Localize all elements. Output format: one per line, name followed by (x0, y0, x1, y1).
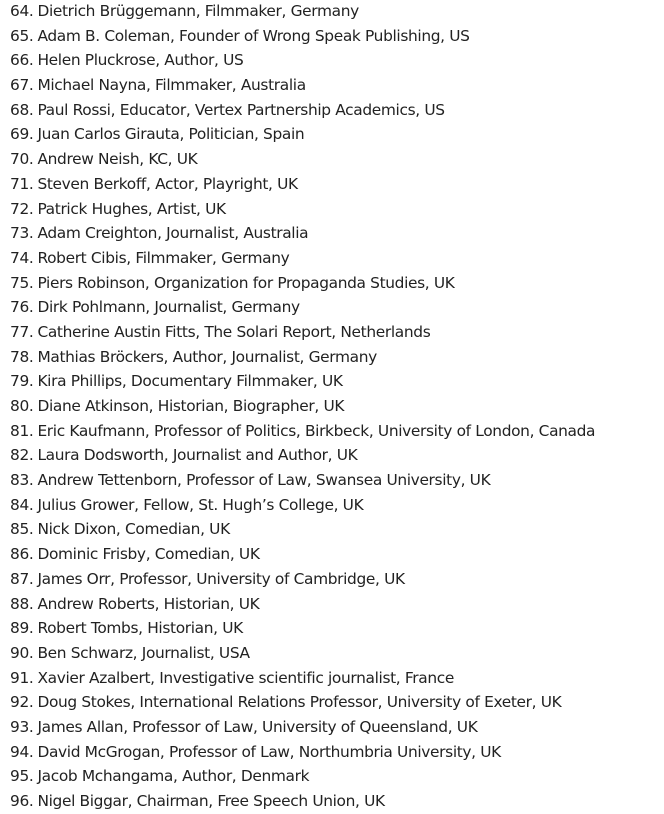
list-item-text: Dietrich Brüggemann, Filmmaker, Germany (37, 2, 359, 20)
list-item (10, 592, 664, 617)
list-item (10, 122, 664, 147)
list-item-number: 92. (10, 693, 34, 712)
list-item-number: 95. (10, 767, 34, 786)
list-item (10, 271, 664, 296)
list-item-number: 85. (10, 520, 34, 539)
list-item-number: 73. (10, 224, 34, 243)
list-item-number: 71. (10, 174, 34, 193)
list-item-text: Dirk Pohlmann, Journalist, Germany (37, 298, 300, 317)
list-item (10, 197, 664, 222)
list-item-text: Mathias Bröckers, Author, Journalist, Germany (37, 347, 377, 366)
list-item (10, 221, 664, 246)
list-item (10, 789, 664, 814)
list-item-text: Patrick Hughes, Artist, UK (37, 199, 226, 218)
list-item-text: Andrew Tettenborn, Professor of Law, Swansea University, UK (37, 471, 491, 490)
list-item (10, 345, 664, 370)
list-item-number: 64. (10, 2, 34, 20)
list-item-text: Eric Kaufmann, Professor of Politics, Birkbeck, University of London, Canada (37, 421, 596, 440)
list-item-text: Ben Schwarz, Journalist, USA (37, 643, 250, 662)
signatory-list (10, 0, 664, 814)
list-item-number: 69. (10, 125, 34, 144)
list-item (10, 542, 664, 567)
list-item (10, 641, 664, 666)
list-item (10, 493, 664, 518)
list-item-number: 93. (10, 717, 34, 736)
list-item-text: James Allan, Professor of Law, University of Queensland, UK (37, 717, 478, 736)
list-item-number: 91. (10, 668, 34, 687)
list-item-text: Adam B. Coleman, Founder of Wrong Speak Publishing, US (37, 26, 470, 45)
list-item (10, 172, 664, 197)
list-item-text: Jacob Mchangama, Author, Denmark (37, 767, 310, 786)
list-item (10, 419, 664, 444)
list-item (10, 517, 664, 542)
list-item (10, 73, 664, 98)
list-item-text: Michael Nayna, Filmmaker, Australia (37, 76, 306, 95)
list-item-text: Catherine Austin Fitts, The Solari Report, Netherlands (37, 322, 431, 341)
list-item-number: 96. (10, 792, 34, 810)
list-item-text: Laura Dodsworth, Journalist and Author, UK (37, 446, 358, 465)
list-item (10, 48, 664, 73)
list-item-text: Helen Pluckrose, Author, US (37, 51, 244, 70)
list-item (10, 764, 664, 789)
list-item-text: Juan Carlos Girauta, Politician, Spain (37, 125, 305, 144)
list-item-text: Andrew Roberts, Historian, UK (37, 594, 260, 613)
list-item-number: 94. (10, 742, 34, 761)
list-item-number: 67. (10, 76, 34, 95)
list-item (10, 147, 664, 172)
list-item (10, 443, 664, 468)
list-item-text: Adam Creighton, Journalist, Australia (37, 224, 309, 243)
list-item-text: Doug Stokes, International Relations Professor, University of Exeter, UK (37, 693, 562, 712)
list-item-number: 68. (10, 100, 34, 119)
list-item-text: Nick Dixon, Comedian, UK (37, 520, 230, 539)
list-item-number: 89. (10, 619, 34, 638)
list-item-text: Robert Cibis, Filmmaker, Germany (37, 248, 290, 267)
list-item-text: Dominic Frisby, Comedian, UK (37, 545, 260, 564)
list-item-number: 88. (10, 594, 34, 613)
list-item-number: 79. (10, 372, 34, 391)
list-item (10, 98, 664, 123)
list-item-text: Diane Atkinson, Historian, Biographer, UK (37, 397, 345, 415)
list-item (10, 0, 664, 24)
list-item-number: 65. (10, 26, 34, 45)
list-item (10, 715, 664, 740)
list-item-number: 76. (10, 298, 34, 317)
list-item-number: 82. (10, 446, 34, 465)
list-item-text: Julius Grower, Fellow, St. Hugh’s College, UK (37, 495, 364, 514)
list-item-number: 78. (10, 347, 34, 366)
list-item-number: 81. (10, 421, 34, 440)
list-item-text: Robert Tombs, Historian, UK (37, 619, 243, 638)
list-item-number: 70. (10, 150, 34, 169)
list-item (10, 295, 664, 320)
list-item (10, 394, 664, 419)
list-item-number: 74. (10, 248, 34, 267)
list-item-number: 83. (10, 471, 34, 490)
list-item (10, 468, 664, 493)
list-item-number: 84. (10, 495, 34, 514)
list-item-number: 86. (10, 545, 34, 564)
list-item-text: Piers Robinson, Organization for Propaganda Studies, UK (37, 273, 455, 292)
list-item-text: David McGrogan, Professor of Law, Northumbria University, UK (37, 742, 501, 761)
list-item-text: Steven Berkoff, Actor, Playright, UK (37, 174, 298, 193)
list-item-text: Nigel Biggar, Chairman, Free Speech Union, UK (37, 792, 385, 810)
list-item (10, 369, 664, 394)
list-item (10, 666, 664, 691)
list-item (10, 24, 664, 49)
list-item (10, 246, 664, 271)
list-item (10, 320, 664, 345)
list-item (10, 690, 664, 715)
list-item-number: 77. (10, 322, 34, 341)
list-item-number: 90. (10, 643, 34, 662)
list-item-number: 87. (10, 569, 34, 588)
list-item-number: 72. (10, 199, 34, 218)
list-item-number: 75. (10, 273, 34, 292)
list-item-number: 66. (10, 51, 34, 70)
list-item (10, 567, 664, 592)
list-item-text: James Orr, Professor, University of Cambridge, UK (37, 569, 405, 588)
list-item-text: Paul Rossi, Educator, Vertex Partnership Academics, US (37, 100, 445, 119)
list-item-number: 80. (10, 397, 34, 415)
list-item (10, 740, 664, 765)
list-item-text: Xavier Azalbert, Investigative scientific journalist, France (37, 668, 454, 687)
list-item-text: Andrew Neish, KC, UK (37, 150, 198, 169)
list-item-text: Kira Phillips, Documentary Filmmaker, UK (37, 372, 343, 391)
list-item (10, 616, 664, 641)
